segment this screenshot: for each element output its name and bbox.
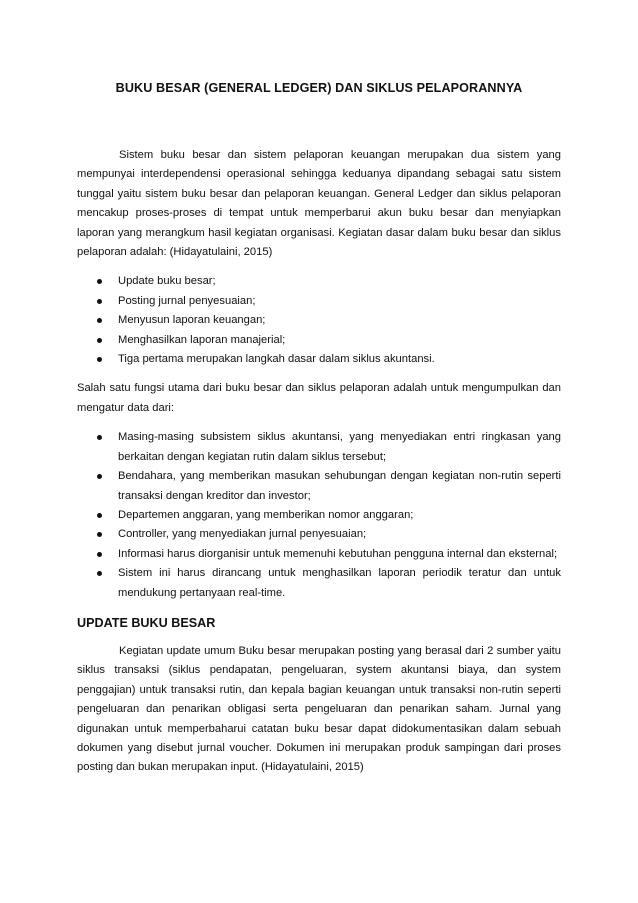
function-paragraph: Salah satu fungsi utama dari buku besar dan siklus pelaporan adalah untuk mengumpulkan dan mengatur data dari: [77,382,561,414]
bullet-icon [97,299,102,304]
list-item: Controller, yang menyediakan jurnal penyesuaian; [77,525,561,544]
bullet-icon [97,338,102,343]
bullet-icon [97,513,102,518]
list-item: Masing-masing subsistem siklus akuntansi, yang menyediakan entri ringkasan yang berkaitan dengan kegiatan rutin dalam siklus tersebut; [77,428,561,467]
bullet-icon [97,474,102,479]
list-item: Update buku besar; [77,272,561,291]
list-item: Tiga pertama merupakan langkah dasar dalam siklus akuntansi. [77,350,561,369]
bullet-icon [97,532,102,537]
bullet-icon [97,318,102,323]
bullet-icon [97,435,102,440]
list-item: Menyusun laporan keuangan; [77,311,561,330]
bullet-icon [97,571,102,576]
bullet-icon [97,552,102,557]
document-title: BUKU BESAR (GENERAL LEDGER) DAN SIKLUS PELAPORANNYA [115,81,523,95]
list-item: Sistem ini harus dirancang untuk menghasilkan laporan periodik teratur dan untuk mendukung pertanyaan real-time. [77,564,561,603]
bullet-icon [97,357,102,362]
section-paragraph: Kegiatan update umum Buku besar merupakan posting yang berasal dari 2 sumber yaitu siklus transaksi (siklus pendapatan, pengeluaran, system akuntansi biaya, dan system penggajian) untuk transaksi rutin, dan kepala bagian keuangan untuk transaksi non-rutin seperti pengeluaran dan penarikan obligasi serta pengeluaran dan penarikan saham. Jurnal yang digunakan untuk memperbaharui catatan buku besar dapat didokumentasikan dalam sebuah dokumen yang disebut jurnal voucher. Dokumen ini merupakan produk sampingan dari proses posting dan bukan merupakan input. (Hidayatulaini, 2015) [77,644,561,774]
bullet-icon [97,279,102,284]
list-item: Departemen anggaran, yang memberikan nomor anggaran; [77,506,561,525]
activities-list [77,272,561,369]
list-item: Bendahara, yang memberikan masukan sehubungan dengan kegiatan non-rutin seperti transaksi dengan kreditor dan investor; [77,467,561,506]
intro-paragraph: Sistem buku besar dan sistem pelaporan keuangan merupakan dua sistem yang mempunyai interdependensi operasional sehingga keduanya dipandang sebagai satu sistem tunggal yaitu sistem buku besar dan pelaporan keuangan. General Ledger dan siklus pelaporan mencakup proses-proses di tempat untuk memperbarui akun buku besar dan menyiapkan laporan yang merangkum hasil kegiatan organisasi. Kegiatan dasar dalam buku besar dan siklus pelaporan adalah: (Hidayatulaini, 2015) [77,149,561,259]
list-item: Posting jurnal penyesuaian; [77,292,561,311]
list-item: Menghasilkan laporan manajerial; [77,331,561,350]
data-sources-list [77,428,561,603]
list-item: Informasi harus diorganisir untuk memenuhi kebutuhan pengguna internal dan eksternal; [77,545,561,564]
section-heading: UPDATE BUKU BESAR [77,615,216,630]
